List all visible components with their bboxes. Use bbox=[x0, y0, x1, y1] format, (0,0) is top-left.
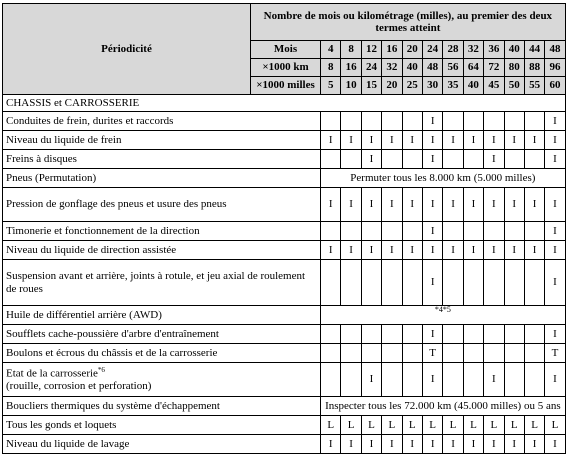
miles-cell: 55 bbox=[524, 77, 544, 95]
mark-cell: I bbox=[545, 150, 565, 169]
km-cell: 40 bbox=[402, 59, 422, 77]
mark-cell: L bbox=[361, 416, 381, 435]
km-cell: 80 bbox=[504, 59, 524, 77]
mark-cell bbox=[382, 325, 402, 344]
mark-cell bbox=[402, 325, 422, 344]
miles-cell: 15 bbox=[361, 77, 381, 95]
mark-cell: I bbox=[382, 188, 402, 222]
mark-cell bbox=[321, 222, 341, 241]
mark-cell: I bbox=[463, 188, 483, 222]
mark-cell bbox=[504, 150, 524, 169]
mark-cell bbox=[443, 325, 463, 344]
mark-cell bbox=[382, 363, 402, 397]
item-label: Boucliers thermiques du système d'échappement bbox=[3, 397, 321, 416]
mark-cell: I bbox=[463, 435, 483, 454]
mark-cell bbox=[321, 363, 341, 397]
item-label: Suspension avant et arrière, joints à rotule, et jeu axial de roulement de roues bbox=[3, 260, 321, 306]
miles-cell: 20 bbox=[382, 77, 402, 95]
mark-cell: I bbox=[443, 188, 463, 222]
mark-cell bbox=[463, 112, 483, 131]
miles-cell: 40 bbox=[463, 77, 483, 95]
mark-cell bbox=[463, 344, 483, 363]
table-row bbox=[3, 344, 566, 363]
item-label: Freins à disques bbox=[3, 150, 321, 169]
footnote-note: *4*5 bbox=[321, 306, 566, 325]
mark-cell: I bbox=[545, 260, 565, 306]
mark-cell bbox=[361, 222, 381, 241]
mark-cell: T bbox=[545, 344, 565, 363]
maintenance-table bbox=[2, 3, 566, 454]
mark-cell: I bbox=[524, 188, 544, 222]
km-label: ×1000 km bbox=[251, 59, 321, 77]
km-cell: 56 bbox=[443, 59, 463, 77]
mark-cell: I bbox=[422, 222, 442, 241]
table-row bbox=[3, 150, 566, 169]
mark-cell bbox=[443, 150, 463, 169]
mark-cell: I bbox=[361, 435, 381, 454]
mark-cell bbox=[321, 325, 341, 344]
mark-cell: I bbox=[402, 435, 422, 454]
mark-cell: I bbox=[321, 435, 341, 454]
mark-cell: I bbox=[504, 435, 524, 454]
mark-cell bbox=[443, 363, 463, 397]
table-row bbox=[3, 131, 566, 150]
item-label: Niveau du liquide de lavage bbox=[3, 435, 321, 454]
mark-cell bbox=[484, 325, 504, 344]
mark-cell bbox=[402, 150, 422, 169]
mark-cell: L bbox=[504, 416, 524, 435]
mark-cell: I bbox=[545, 188, 565, 222]
mark-cell bbox=[504, 222, 524, 241]
mark-cell: I bbox=[443, 131, 463, 150]
item-label: Soufflets cache-poussière d'arbre d'entraînement bbox=[3, 325, 321, 344]
mark-cell bbox=[341, 363, 361, 397]
mark-cell bbox=[361, 325, 381, 344]
item-label: Pneus (Permutation) bbox=[3, 169, 321, 188]
mark-cell: L bbox=[341, 416, 361, 435]
mark-cell bbox=[463, 150, 483, 169]
table-row bbox=[3, 325, 566, 344]
mark-cell bbox=[524, 325, 544, 344]
km-cell: 72 bbox=[484, 59, 504, 77]
schedule-title: Nombre de mois ou kilométrage (milles), au premier des deux termes atteint bbox=[251, 4, 566, 41]
mark-cell bbox=[524, 344, 544, 363]
mark-cell: I bbox=[321, 188, 341, 222]
mark-cell: L bbox=[422, 416, 442, 435]
item-label: Conduites de frein, durites et raccords bbox=[3, 112, 321, 131]
mark-cell: L bbox=[382, 416, 402, 435]
km-cell: 88 bbox=[524, 59, 544, 77]
miles-cell: 30 bbox=[422, 77, 442, 95]
table-row bbox=[3, 112, 566, 131]
mark-cell: I bbox=[422, 131, 442, 150]
mark-cell bbox=[504, 344, 524, 363]
mark-cell: I bbox=[545, 435, 565, 454]
mark-cell bbox=[524, 260, 544, 306]
section-title: CHASSIS et CARROSSERIE bbox=[3, 95, 566, 112]
mois-cell: 4 bbox=[321, 41, 341, 59]
mark-cell: L bbox=[524, 416, 544, 435]
mois-label: Mois bbox=[251, 41, 321, 59]
mark-cell: I bbox=[504, 131, 524, 150]
mois-cell: 48 bbox=[545, 41, 565, 59]
mark-cell bbox=[382, 260, 402, 306]
mark-cell: I bbox=[422, 112, 442, 131]
mois-cell: 40 bbox=[504, 41, 524, 59]
mois-cell: 44 bbox=[524, 41, 544, 59]
mark-cell bbox=[463, 325, 483, 344]
mark-cell: I bbox=[422, 241, 442, 260]
mark-cell bbox=[463, 222, 483, 241]
mark-cell: L bbox=[484, 416, 504, 435]
km-cell: 24 bbox=[361, 59, 381, 77]
miles-cell: 50 bbox=[504, 77, 524, 95]
section-row bbox=[3, 95, 566, 112]
km-cell: 8 bbox=[321, 59, 341, 77]
mark-cell: I bbox=[422, 435, 442, 454]
mark-cell bbox=[504, 112, 524, 131]
mark-cell bbox=[443, 344, 463, 363]
mark-cell: I bbox=[382, 241, 402, 260]
mark-cell: I bbox=[321, 131, 341, 150]
mark-cell: L bbox=[402, 416, 422, 435]
mark-cell: I bbox=[484, 150, 504, 169]
mark-cell: I bbox=[361, 363, 381, 397]
mark-cell bbox=[361, 260, 381, 306]
mark-cell: I bbox=[361, 188, 381, 222]
km-cell: 96 bbox=[545, 59, 565, 77]
mark-cell: I bbox=[422, 188, 442, 222]
mark-cell bbox=[463, 363, 483, 397]
mois-cell: 8 bbox=[341, 41, 361, 59]
item-label-line1: Etat de la carrosserie bbox=[6, 367, 98, 380]
table-row bbox=[3, 222, 566, 241]
mark-cell: I bbox=[484, 435, 504, 454]
mark-cell bbox=[341, 222, 361, 241]
table-row bbox=[3, 306, 566, 325]
mark-cell bbox=[382, 344, 402, 363]
mark-cell bbox=[382, 150, 402, 169]
mark-cell: I bbox=[524, 241, 544, 260]
mark-cell bbox=[504, 325, 524, 344]
table-row bbox=[3, 241, 566, 260]
mark-cell: I bbox=[443, 435, 463, 454]
mark-cell: I bbox=[341, 188, 361, 222]
mark-cell bbox=[361, 344, 381, 363]
table-row bbox=[3, 363, 566, 397]
mark-cell bbox=[402, 363, 422, 397]
mark-cell bbox=[361, 112, 381, 131]
km-cell: 48 bbox=[422, 59, 442, 77]
mark-cell bbox=[321, 260, 341, 306]
mark-cell bbox=[463, 260, 483, 306]
mark-cell: I bbox=[545, 131, 565, 150]
mark-cell: I bbox=[463, 131, 483, 150]
mark-cell bbox=[524, 112, 544, 131]
table-row bbox=[3, 260, 566, 306]
mark-cell: I bbox=[361, 150, 381, 169]
mark-cell: I bbox=[484, 188, 504, 222]
miles-label: ×1000 milles bbox=[251, 77, 321, 95]
mark-cell bbox=[321, 344, 341, 363]
mark-cell bbox=[382, 112, 402, 131]
periodicite-header: Périodicité bbox=[3, 4, 251, 95]
mark-cell bbox=[321, 112, 341, 131]
table-row bbox=[3, 435, 566, 454]
mark-cell bbox=[443, 222, 463, 241]
miles-cell: 5 bbox=[321, 77, 341, 95]
mark-cell bbox=[524, 150, 544, 169]
mark-cell: I bbox=[422, 260, 442, 306]
mark-cell bbox=[443, 260, 463, 306]
item-label bbox=[3, 363, 321, 397]
merged-instruction: Permuter tous les 8.000 km (5.000 milles) bbox=[321, 169, 566, 188]
item-label: Niveau du liquide de frein bbox=[3, 131, 321, 150]
mois-cell: 12 bbox=[361, 41, 381, 59]
mark-cell: I bbox=[422, 363, 442, 397]
mark-cell bbox=[382, 222, 402, 241]
mark-cell: I bbox=[443, 241, 463, 260]
mark-cell: I bbox=[545, 363, 565, 397]
mark-cell: I bbox=[545, 112, 565, 131]
mark-cell bbox=[341, 344, 361, 363]
mark-cell bbox=[484, 222, 504, 241]
mois-cell: 36 bbox=[484, 41, 504, 59]
mark-cell bbox=[484, 112, 504, 131]
mark-cell: I bbox=[422, 325, 442, 344]
item-label: Pression de gonflage des pneus et usure des pneus bbox=[3, 188, 321, 222]
mark-cell bbox=[341, 325, 361, 344]
mark-cell: I bbox=[504, 188, 524, 222]
mois-cell: 20 bbox=[402, 41, 422, 59]
mark-cell: I bbox=[484, 131, 504, 150]
footnote-ref: *6 bbox=[97, 366, 105, 375]
mark-cell: I bbox=[463, 241, 483, 260]
mark-cell bbox=[402, 260, 422, 306]
mark-cell: I bbox=[504, 241, 524, 260]
mark-cell: I bbox=[361, 131, 381, 150]
mark-cell: I bbox=[545, 325, 565, 344]
mark-cell: I bbox=[402, 241, 422, 260]
mark-cell: L bbox=[545, 416, 565, 435]
table-row bbox=[3, 188, 566, 222]
item-label: Boulons et écrous du châssis et de la carrosserie bbox=[3, 344, 321, 363]
mark-cell: L bbox=[463, 416, 483, 435]
mark-cell: I bbox=[321, 241, 341, 260]
mark-cell: I bbox=[382, 435, 402, 454]
mark-cell bbox=[402, 112, 422, 131]
mois-cell: 32 bbox=[463, 41, 483, 59]
mark-cell: I bbox=[484, 363, 504, 397]
mark-cell bbox=[341, 112, 361, 131]
mark-cell bbox=[321, 150, 341, 169]
miles-cell: 45 bbox=[484, 77, 504, 95]
miles-cell: 10 bbox=[341, 77, 361, 95]
table-row bbox=[3, 416, 566, 435]
mois-cell: 16 bbox=[382, 41, 402, 59]
item-label: Timonerie et fonctionnement de la direction bbox=[3, 222, 321, 241]
mark-cell: I bbox=[524, 435, 544, 454]
item-label: Niveau du liquide de direction assistée bbox=[3, 241, 321, 260]
km-cell: 64 bbox=[463, 59, 483, 77]
mark-cell: I bbox=[545, 241, 565, 260]
table-row bbox=[3, 169, 566, 188]
mark-cell bbox=[402, 222, 422, 241]
km-cell: 32 bbox=[382, 59, 402, 77]
item-label: Tous les gonds et loquets bbox=[3, 416, 321, 435]
mark-cell bbox=[504, 260, 524, 306]
mark-cell: I bbox=[402, 188, 422, 222]
item-label-line2: (rouille, corrosion et perforation) bbox=[6, 379, 152, 392]
mark-cell bbox=[341, 260, 361, 306]
mark-cell: I bbox=[361, 241, 381, 260]
mark-cell: I bbox=[382, 131, 402, 150]
mark-cell bbox=[341, 150, 361, 169]
miles-cell: 35 bbox=[443, 77, 463, 95]
mark-cell bbox=[402, 344, 422, 363]
mark-cell: I bbox=[402, 131, 422, 150]
mark-cell: I bbox=[341, 241, 361, 260]
mark-cell: I bbox=[524, 131, 544, 150]
mois-cell: 28 bbox=[443, 41, 463, 59]
mark-cell: I bbox=[341, 131, 361, 150]
merged-instruction: Inspecter tous les 72.000 km (45.000 milles) ou 5 ans bbox=[321, 397, 566, 416]
mark-cell bbox=[524, 222, 544, 241]
mark-cell: I bbox=[545, 222, 565, 241]
mark-cell bbox=[504, 363, 524, 397]
mark-cell: L bbox=[443, 416, 463, 435]
mark-cell: L bbox=[321, 416, 341, 435]
mark-cell bbox=[484, 344, 504, 363]
item-label: Huile de différentiel arrière (AWD) bbox=[3, 306, 321, 325]
mark-cell: I bbox=[484, 241, 504, 260]
mark-cell: I bbox=[341, 435, 361, 454]
miles-cell: 25 bbox=[402, 77, 422, 95]
miles-cell: 60 bbox=[545, 77, 565, 95]
mois-cell: 24 bbox=[422, 41, 442, 59]
mark-cell bbox=[484, 260, 504, 306]
table-row bbox=[3, 397, 566, 416]
mark-cell bbox=[524, 363, 544, 397]
mark-cell: I bbox=[422, 150, 442, 169]
km-cell: 16 bbox=[341, 59, 361, 77]
mark-cell bbox=[443, 112, 463, 131]
mark-cell: T bbox=[422, 344, 442, 363]
